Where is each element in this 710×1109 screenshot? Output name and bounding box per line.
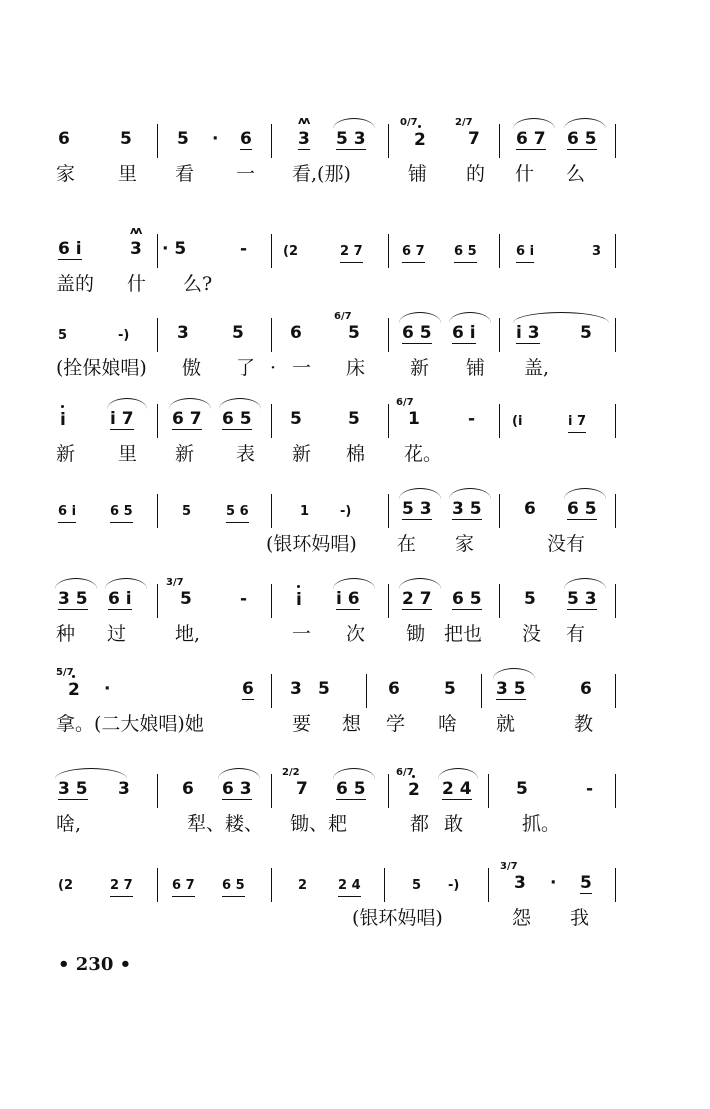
note: 3 xyxy=(290,679,302,699)
note: 7 xyxy=(468,129,480,149)
note: 6 5 xyxy=(567,499,597,519)
slur xyxy=(333,578,375,589)
lyric: 锄 xyxy=(406,623,426,645)
note: 7 xyxy=(296,779,308,799)
note: 6 i xyxy=(516,243,534,263)
note: 6 5 xyxy=(454,243,477,263)
slur xyxy=(169,398,211,409)
lyric: 傲 xyxy=(182,357,202,379)
note: 6 7 xyxy=(172,877,195,897)
note: 5 xyxy=(516,779,528,799)
note: 5 3 xyxy=(402,499,432,519)
note: 6 5 xyxy=(567,129,597,149)
lyric: 看,(那) xyxy=(292,163,351,185)
lyrics-row xyxy=(0,712,710,740)
note: 5 3 xyxy=(336,129,366,149)
note: 6 i xyxy=(108,589,132,609)
barline xyxy=(157,774,158,808)
note: -) xyxy=(340,504,352,519)
lyric: 里 xyxy=(118,443,138,465)
barline xyxy=(366,674,367,708)
lyric: 铺 xyxy=(408,163,428,185)
notation-row xyxy=(0,114,710,158)
lyric: 怨 xyxy=(512,907,532,929)
note: 5 xyxy=(524,589,536,609)
note: i 3 xyxy=(516,323,540,343)
note: · 5 xyxy=(162,239,187,259)
note: i 7 xyxy=(110,409,134,429)
barline xyxy=(499,494,500,528)
notation-row xyxy=(0,578,710,618)
note: -) xyxy=(448,878,460,893)
slur xyxy=(55,768,127,779)
lyric: 里 xyxy=(118,163,138,185)
note: 5 xyxy=(580,873,592,893)
rest-dash: - xyxy=(240,589,248,609)
notation-row xyxy=(0,768,710,808)
lyric: 铺 xyxy=(466,357,486,379)
slur xyxy=(438,768,478,779)
note: 6 7 xyxy=(402,243,425,263)
slur xyxy=(105,578,147,589)
grace-note: 6/7 xyxy=(396,767,414,778)
note: 5 xyxy=(348,323,360,343)
note: 6 i xyxy=(452,323,476,343)
lyric: 敢 xyxy=(444,813,464,835)
barline xyxy=(388,234,389,268)
note: 2 4 xyxy=(442,779,472,799)
note: 1 xyxy=(408,409,420,429)
note: 6 xyxy=(388,679,400,699)
lyric: 新 xyxy=(292,443,312,465)
barline xyxy=(271,318,272,352)
note: 6 5 xyxy=(110,503,133,523)
barline xyxy=(615,868,616,902)
lyric: 有 xyxy=(566,623,586,645)
note: 5 xyxy=(580,323,592,343)
note: 6 i xyxy=(58,239,82,259)
lyric: 没有 xyxy=(547,533,586,555)
note: 5 xyxy=(412,878,422,893)
note: 2 xyxy=(414,130,426,150)
grace-note: 3/7 xyxy=(166,577,184,588)
lyric: 抓。 xyxy=(522,813,561,835)
note: 6 xyxy=(290,323,302,343)
slur xyxy=(513,312,609,323)
lyric: (银环妈唱) xyxy=(352,907,443,929)
slur xyxy=(219,398,261,409)
note: 5 xyxy=(348,409,360,429)
note: 3 5 xyxy=(58,779,88,799)
lyric: 家 xyxy=(56,163,76,185)
note: 6 7 xyxy=(172,409,202,429)
slur xyxy=(55,578,97,589)
lyric: 什 xyxy=(515,163,535,185)
note: 2 7 xyxy=(340,243,363,263)
barline xyxy=(384,868,385,902)
note: 6 5 xyxy=(336,779,366,799)
barline xyxy=(615,318,616,352)
rest-dash: - xyxy=(586,779,594,799)
barline xyxy=(271,774,272,808)
note: -) xyxy=(118,328,130,343)
note: 2 7 xyxy=(402,589,432,609)
barline xyxy=(615,234,616,268)
note: 5 xyxy=(180,589,192,609)
barline xyxy=(271,494,272,528)
lyrics-row xyxy=(0,532,710,560)
barline xyxy=(615,124,616,158)
note: 3 xyxy=(130,239,142,259)
barline xyxy=(157,584,158,618)
barline xyxy=(499,584,500,618)
note: 6 7 xyxy=(516,129,546,149)
lyric: 想 xyxy=(342,713,362,735)
barline xyxy=(388,494,389,528)
lyric: 教 xyxy=(574,713,594,735)
lyric: 盖, xyxy=(524,357,550,379)
note: 3 xyxy=(592,244,602,259)
dot: · xyxy=(104,679,111,699)
lyric: 的 xyxy=(466,163,486,185)
slur xyxy=(513,118,555,129)
lyric: 就 xyxy=(496,713,516,735)
lyric: 家 xyxy=(455,533,475,555)
note: 6 3 xyxy=(222,779,252,799)
note: 5 xyxy=(120,129,132,149)
note: 2 xyxy=(408,780,420,800)
dot: · xyxy=(550,873,557,893)
lyric: 我 xyxy=(570,907,590,929)
lyric: 要 xyxy=(292,713,312,735)
barline xyxy=(488,868,489,902)
note: 2 xyxy=(298,878,308,893)
lyric: 花。 xyxy=(404,443,443,465)
slur xyxy=(399,312,441,323)
note: 6 5 xyxy=(452,589,482,609)
slur xyxy=(449,488,491,499)
notation-row xyxy=(0,862,710,902)
lyric: 么? xyxy=(183,273,213,295)
lyrics-row xyxy=(0,906,710,934)
notation-row xyxy=(0,398,710,438)
barline xyxy=(157,868,158,902)
barline xyxy=(499,124,500,158)
page-number: • 230 • xyxy=(58,954,132,975)
note: 2 7 xyxy=(110,877,133,897)
slur xyxy=(564,118,606,129)
lyric: 过 xyxy=(107,623,127,645)
lyric: 了 xyxy=(236,357,256,379)
lyric: 把也 xyxy=(444,623,483,645)
slur xyxy=(564,578,606,589)
barline xyxy=(615,494,616,528)
barline xyxy=(388,124,389,158)
note: (2 xyxy=(283,244,298,259)
lyric: 种 xyxy=(56,623,76,645)
lyric: (银环妈唱) xyxy=(266,533,357,555)
note: 5 3 xyxy=(567,589,597,609)
note: i 6 xyxy=(336,589,360,609)
barline xyxy=(157,404,158,438)
barline xyxy=(481,674,482,708)
note: 3 xyxy=(298,129,310,149)
slur xyxy=(449,312,491,323)
lyric: 床 xyxy=(346,357,366,379)
note: 6 xyxy=(580,679,592,699)
slur xyxy=(399,488,441,499)
note: (2 xyxy=(58,878,73,893)
lyric: 地, xyxy=(175,623,201,645)
lyric: 新 xyxy=(56,443,76,465)
barline xyxy=(271,674,272,708)
lyric: 锄、耙 xyxy=(290,813,348,835)
lyric: 表 xyxy=(236,443,256,465)
trill-mark: ʌʌ xyxy=(130,224,141,237)
note: 5 xyxy=(444,679,456,699)
lyric: 学 xyxy=(386,713,406,735)
notation-row xyxy=(0,312,710,352)
lyric: 拿。(二大娘唱)她 xyxy=(56,713,204,735)
note: 6 5 xyxy=(222,877,245,897)
lyrics-row xyxy=(0,272,710,300)
barline xyxy=(615,774,616,808)
lyric: 一 xyxy=(292,357,312,379)
lyric: 棉 xyxy=(346,443,366,465)
lyrics-row xyxy=(0,622,710,650)
lyrics-row xyxy=(0,442,710,470)
note: 3 5 xyxy=(496,679,526,699)
grace-note: 2/7 xyxy=(455,117,473,128)
note: 5 xyxy=(318,679,330,699)
lyric: · xyxy=(270,357,277,379)
dot: · xyxy=(212,129,219,149)
lyrics-row xyxy=(0,162,710,190)
barline xyxy=(157,494,158,528)
slur xyxy=(107,398,147,409)
lyrics-row xyxy=(0,812,710,840)
note: 6 xyxy=(240,129,252,149)
notation-row xyxy=(0,668,710,708)
rest-dash: - xyxy=(468,409,476,429)
note: 6 5 xyxy=(222,409,252,429)
note: 2 4 xyxy=(338,877,361,897)
barline xyxy=(499,404,500,438)
note: 6 xyxy=(524,499,536,519)
barline xyxy=(157,234,158,268)
note: (i xyxy=(512,414,523,429)
note: i 7 xyxy=(568,413,586,433)
lyric: 盖的 xyxy=(56,273,95,295)
grace-note: 3/7 xyxy=(500,861,518,872)
lyric: 新 xyxy=(175,443,195,465)
barline xyxy=(615,584,616,618)
lyric: 什 xyxy=(127,273,147,295)
barline xyxy=(271,234,272,268)
notation-row xyxy=(0,488,710,528)
barline xyxy=(488,774,489,808)
barline xyxy=(388,774,389,808)
barline xyxy=(499,318,500,352)
note: 3 5 xyxy=(58,589,88,609)
barline xyxy=(499,234,500,268)
note: i xyxy=(60,410,66,430)
note: 5 xyxy=(232,323,244,343)
note: 5 xyxy=(177,129,189,149)
barline xyxy=(388,404,389,438)
note: 6 5 xyxy=(402,323,432,343)
lyric: 啥 xyxy=(438,713,458,735)
note: 5 xyxy=(290,409,302,429)
barline xyxy=(271,404,272,438)
slur xyxy=(333,118,375,129)
note: 5 xyxy=(182,504,192,519)
note: 6 i xyxy=(58,503,76,523)
lyric: 么 xyxy=(566,163,586,185)
note: 6 xyxy=(242,679,254,699)
note: 6 xyxy=(182,779,194,799)
grace-note: 6/7 xyxy=(334,311,352,322)
lyric: 看 xyxy=(175,163,195,185)
rest-dash: - xyxy=(240,239,248,259)
note: 2 xyxy=(68,680,80,700)
note: 3 xyxy=(118,779,130,799)
barline xyxy=(388,318,389,352)
slur xyxy=(564,488,606,499)
lyric: 一 xyxy=(292,623,312,645)
note: 3 5 xyxy=(452,499,482,519)
note: 3 xyxy=(514,873,526,893)
note: 6 xyxy=(58,129,70,149)
slur xyxy=(333,768,375,779)
lyric: 犁、耧、 xyxy=(187,813,264,835)
note: 1 xyxy=(300,504,310,519)
note: i xyxy=(296,590,302,610)
lyric: 没 xyxy=(522,623,542,645)
lyric: 在 xyxy=(397,533,417,555)
lyric: 一 xyxy=(236,163,256,185)
barline xyxy=(271,584,272,618)
note: 5 xyxy=(58,328,68,343)
lyric: 都 xyxy=(410,813,430,835)
barline xyxy=(271,868,272,902)
barline xyxy=(388,584,389,618)
barline xyxy=(157,318,158,352)
lyric: (拴保娘唱) xyxy=(56,357,147,379)
slur xyxy=(399,578,441,589)
slur xyxy=(218,768,260,779)
lyric: 新 xyxy=(410,357,430,379)
note: 5 6 xyxy=(226,503,249,523)
lyrics-row xyxy=(0,356,710,384)
grace-note: 2/2 xyxy=(282,767,300,778)
trill-mark: ʌʌ xyxy=(298,114,309,127)
grace-note: 6/7 xyxy=(396,397,414,408)
lyric: 啥, xyxy=(56,813,82,835)
grace-note: 0/7 xyxy=(400,117,418,128)
note: 3 xyxy=(177,323,189,343)
lyric: 次 xyxy=(346,623,366,645)
grace-note: 5/7 xyxy=(56,667,74,678)
barline xyxy=(615,674,616,708)
barline xyxy=(615,404,616,438)
barline xyxy=(157,124,158,158)
barline xyxy=(271,124,272,158)
slur xyxy=(493,668,535,679)
notation-row xyxy=(0,224,710,268)
